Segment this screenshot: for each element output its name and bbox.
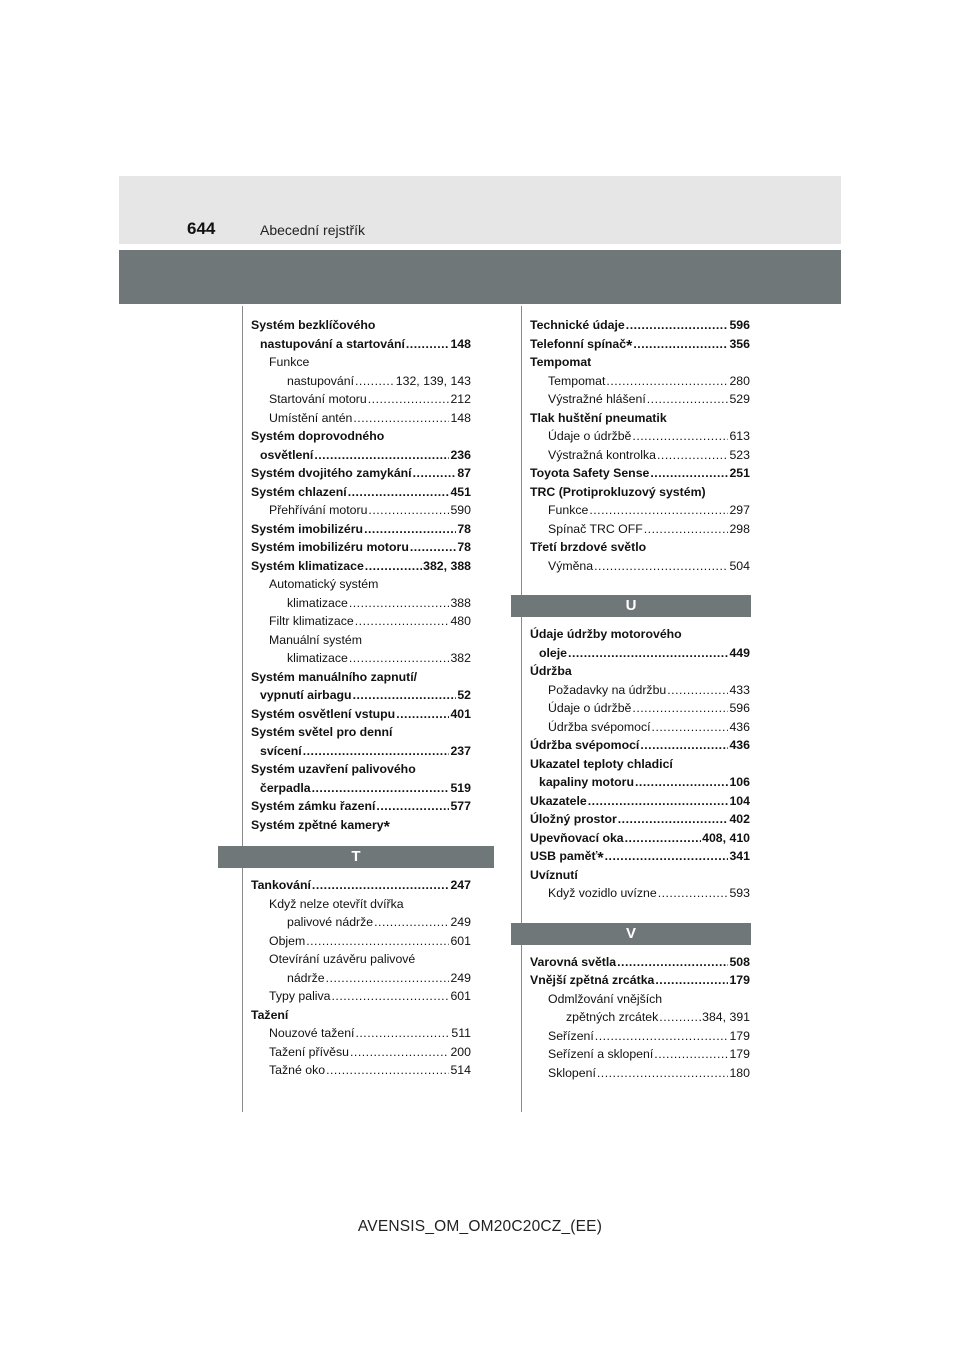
index-term: Údržba svépomocí [530, 738, 640, 752]
index-entry [530, 792, 750, 811]
index-entry [251, 612, 471, 631]
index-entry [251, 520, 471, 539]
index-entry: Systém zpětné kamery * [251, 817, 390, 836]
index-page-ref: 247 [450, 878, 471, 892]
index-term: Upevňovací oka [530, 830, 624, 845]
index-page-ref: 388 [450, 595, 471, 610]
index-group-t [251, 876, 471, 1080]
index-entry [530, 501, 750, 520]
index-entry [530, 625, 750, 644]
index-entry [530, 483, 750, 502]
index-page-ref: 523 [729, 447, 750, 462]
index-group-u-cont [530, 866, 750, 903]
index-entry [530, 736, 750, 755]
index-entry [251, 876, 471, 895]
index-page-ref: 529 [729, 392, 750, 406]
index-term: nádrže [287, 970, 325, 985]
dot-leader [606, 372, 728, 391]
dot-leader [374, 913, 449, 932]
index-term: Filtr klimatizace [269, 614, 354, 628]
index-term: Údaje o údržbě [548, 701, 632, 715]
index-column-right [530, 316, 750, 1082]
index-term: nastupování [287, 373, 355, 388]
index-group-s [251, 316, 471, 816]
index-term: Když nelze otevřít dvířka [269, 896, 404, 911]
index-entry [251, 631, 471, 650]
index-entry [251, 575, 471, 594]
index-entry: Telefonní spínač * ..... 356 [530, 335, 750, 354]
index-page-ref: 601 [450, 989, 471, 1003]
index-page-ref: 401 [450, 706, 471, 721]
dot-leader [655, 971, 728, 990]
dot-leader [410, 538, 456, 557]
index-entry [530, 810, 750, 829]
column-divider-middle [521, 306, 522, 1112]
index-entry [251, 723, 471, 742]
index-term: klimatizace [287, 651, 348, 665]
index-term: klimatizace [287, 595, 348, 610]
dot-leader [617, 953, 728, 972]
index-term: Systém dvojitého zamykání [251, 466, 412, 480]
dot-leader [588, 792, 729, 811]
index-page-ref: 179 [729, 1028, 750, 1043]
index-page-ref: 613 [729, 429, 750, 443]
index-page-ref: 449 [729, 645, 750, 660]
index-term: Tažné oko [269, 1063, 326, 1077]
index-term: zpětných zrcátek [566, 1010, 659, 1024]
index-entry [251, 538, 471, 557]
dot-leader [632, 699, 728, 718]
document-code: AVENSIS_OM_OM20C20CZ_(EE) [357, 1218, 603, 1235]
index-term: Systém světel pro denní [251, 725, 393, 739]
index-entry [530, 1027, 750, 1046]
index-term: Tlak huštění pneumatik [530, 410, 667, 425]
dot-leader [396, 705, 449, 724]
index-page-ref: 132, 139, 143 [395, 373, 471, 388]
index-term: Systém imobilizéru motoru [251, 540, 409, 554]
index-entry [530, 829, 750, 848]
dot-leader [326, 969, 450, 988]
index-term: Úložný prostor [530, 812, 617, 826]
header-band [119, 176, 841, 244]
index-term: kapaliny motoru [539, 775, 634, 789]
index-term: Nouzové tažení [269, 1026, 355, 1040]
index-entry [251, 932, 471, 951]
index-page-ref: 297 [729, 503, 750, 517]
section-title: Abecední rejstřík [260, 222, 366, 238]
dot-leader [413, 464, 457, 483]
index-page-ref: 341 [729, 849, 750, 863]
index-term: osvětlení [260, 447, 314, 462]
dot-leader [312, 876, 450, 895]
index-term: Toyota Safety Sense [530, 466, 650, 480]
dot-leader [306, 932, 449, 951]
index-term: Systém manuálního zapnutí/ [251, 669, 418, 684]
index-page-ref: 433 [729, 682, 750, 697]
index-entry [251, 557, 471, 576]
dot-leader [597, 1064, 729, 1083]
index-page-ref: 104 [729, 793, 750, 808]
index-page-ref: 511 [451, 1026, 471, 1040]
index-entry [530, 681, 750, 700]
index-term: Tažení [251, 1007, 289, 1022]
index-entry [530, 409, 750, 428]
index-entry [530, 464, 750, 483]
index-term: Údržba svépomocí [548, 719, 651, 734]
dot-leader [349, 594, 450, 613]
dot-leader [326, 1061, 449, 1080]
index-term: Umístění antén [269, 410, 353, 425]
index-term: Tempomat [530, 355, 592, 369]
index-entry [251, 950, 471, 969]
index-term: Typy paliva [269, 989, 331, 1003]
index-term: Vnější zpětná zrcátka [530, 973, 655, 987]
index-term: Výměna [548, 558, 594, 573]
index-term: Uvíznutí [530, 867, 578, 882]
index-term: Třetí brzdové světlo [530, 540, 647, 554]
index-page-ref: 451 [450, 484, 471, 499]
index-entry [251, 686, 471, 705]
index-page-ref: 249 [450, 915, 471, 929]
index-term: Systém chlazení [251, 484, 347, 499]
index-entry [251, 969, 471, 988]
dot-leader [350, 1043, 449, 1062]
dot-leader [625, 829, 701, 848]
index-page-ref: 236 [450, 447, 471, 462]
index-term: Manuální systém [269, 632, 362, 647]
index-term: Přehřívání motoru [269, 503, 368, 517]
index-term: Systém klimatizace [251, 558, 364, 573]
index-page-ref: 382 [450, 651, 471, 665]
index-term: Seřízení [548, 1028, 594, 1043]
index-term: Systém bezklíčového [251, 318, 376, 332]
index-entry [530, 971, 750, 990]
index-entry [530, 866, 750, 885]
index-page-ref: 436 [729, 719, 750, 734]
index-page-ref: 148 [450, 336, 471, 351]
dot-leader [368, 390, 450, 409]
index-term: Údaje údržby motorového [530, 627, 682, 641]
index-entry [251, 1061, 471, 1080]
dot-leader [355, 612, 450, 631]
index-term: Startování motoru [269, 392, 367, 406]
index-term: vypnutí airbagu [260, 688, 352, 702]
index-entry [251, 1006, 471, 1025]
index-entry [251, 594, 471, 613]
index-page-ref: 384, 391 [702, 1010, 750, 1024]
index-entry [530, 1008, 750, 1027]
dot-leader [633, 335, 728, 354]
dot-leader [303, 742, 450, 761]
index-entry [530, 662, 750, 681]
index-term: Tažení přívěsu [269, 1044, 349, 1059]
index-entry [251, 409, 471, 428]
dot-leader [589, 501, 728, 520]
index-page-ref: 78 [457, 521, 471, 536]
index-term: Sklopení [548, 1065, 596, 1080]
index-term: Varovná světla [530, 954, 617, 969]
dot-leader [644, 520, 729, 539]
dot-leader [364, 520, 456, 539]
index-term: Systém osvětlení vstupu [251, 706, 396, 721]
index-term: nastupování a startování [260, 336, 405, 351]
dot-leader [659, 1008, 701, 1027]
index-term: svícení [260, 743, 302, 758]
dot-leader [605, 847, 729, 866]
index-entry [530, 718, 750, 737]
index-page-ref: 106 [729, 775, 750, 789]
index-page-ref: 200 [450, 1044, 471, 1059]
index-term: Funkce [548, 503, 589, 517]
index-entry [530, 557, 750, 576]
index-group-v [530, 953, 750, 1083]
index-page-ref: 593 [729, 886, 750, 900]
page-number: 644 [187, 219, 216, 238]
dot-leader [353, 409, 449, 428]
index-page-ref: 590 [450, 503, 471, 517]
index-entry [251, 353, 471, 372]
index-term: Objem [269, 933, 306, 948]
index-term: Odmlžování vnějších [548, 991, 663, 1006]
index-entry [251, 464, 471, 483]
dot-leader [312, 779, 450, 798]
index-entry [251, 797, 471, 816]
index-entry [530, 1045, 750, 1064]
index-entry [251, 427, 471, 446]
index-term: Systém imobilizéru [251, 521, 364, 536]
dot-leader [355, 1024, 450, 1043]
index-page-ref: 298 [729, 521, 750, 536]
index-term: Výstražné hlášení [548, 392, 646, 406]
index-term: Automatický systém [269, 577, 379, 591]
index-term: TRC (Protiprokluzový systém) [530, 484, 706, 499]
index-page-ref: 402 [729, 812, 750, 826]
index-entry [251, 372, 471, 391]
index-term: Ukazatele [530, 793, 587, 808]
index-entry [530, 316, 750, 335]
index-page-ref: 249 [450, 970, 471, 985]
index-entry [251, 760, 471, 779]
index-term: Systém uzavření palivového [251, 762, 416, 776]
index-entry [251, 335, 471, 354]
index-entry [251, 705, 471, 724]
index-page-ref: 596 [729, 701, 750, 715]
dot-leader [348, 483, 450, 502]
index-term: Technické údaje [530, 318, 625, 332]
index-page-ref: 78 [457, 540, 471, 554]
dot-leader [657, 446, 728, 465]
index-entry [530, 520, 750, 539]
index-page-ref: 180 [729, 1065, 750, 1080]
index-entry [251, 779, 471, 798]
dot-leader [658, 884, 729, 903]
index-page-ref: 148 [450, 410, 471, 425]
index-page-ref: 519 [450, 780, 471, 795]
index-term: Tempomat [548, 373, 606, 388]
index-page-ref: 508 [729, 954, 750, 969]
index-term: čerpadla [260, 780, 311, 795]
dot-leader [626, 316, 729, 335]
index-page-ref: 237 [450, 743, 471, 758]
dot-leader [332, 987, 450, 1006]
dot-leader [650, 464, 728, 483]
index-entry [251, 913, 471, 932]
index-entry [251, 668, 471, 687]
index-entry [530, 390, 750, 409]
index-page-ref: 596 [729, 318, 750, 332]
letter-heading-v: V [511, 923, 751, 945]
index-entry [530, 427, 750, 446]
index-entry [530, 755, 750, 774]
index-entry [251, 895, 471, 914]
index-entry [530, 644, 750, 663]
index-page-ref: 577 [450, 799, 471, 813]
index-entry [530, 538, 750, 557]
index-term: Systém zpětné kamery [251, 817, 384, 832]
dot-leader [406, 335, 450, 354]
index-term: Výstražná kontrolka [548, 447, 656, 462]
dot-leader [568, 644, 728, 663]
dot-leader [618, 810, 729, 829]
index-page-ref: 514 [450, 1063, 471, 1077]
index-entry [530, 446, 750, 465]
dot-leader [640, 736, 728, 755]
index-page-ref: 179 [729, 1047, 750, 1061]
index-page-ref: 280 [729, 373, 750, 388]
dot-leader [314, 446, 449, 465]
index-entry [530, 372, 750, 391]
index-page-ref: 52 [457, 688, 471, 702]
index-entry [251, 987, 471, 1006]
index-entry [251, 483, 471, 502]
index-page-ref: 212 [450, 392, 471, 406]
index-page-ref: 480 [450, 614, 471, 628]
index-group-t-cont [530, 353, 750, 575]
index-entry [530, 353, 750, 372]
dot-leader [595, 1027, 729, 1046]
index-entry [530, 699, 750, 718]
index-entry [251, 316, 471, 335]
dot-leader [667, 681, 728, 700]
index-term: palivové nádrže [287, 915, 374, 929]
index-entry [251, 1043, 471, 1062]
index-term: Ukazatel teploty chladicí [530, 756, 673, 771]
index-term: Otevírání uzávěru palivové [269, 952, 416, 966]
index-entry [530, 990, 750, 1009]
index-entry [530, 1064, 750, 1083]
index-page-ref: 408, 410 [702, 830, 750, 845]
index-page-ref: 179 [729, 973, 750, 987]
index-term: Spínač TRC OFF [548, 521, 643, 536]
index-entry [530, 884, 750, 903]
dot-leader [654, 1045, 728, 1064]
index-page-ref: 504 [729, 558, 750, 573]
index-page-ref: 382, 388 [423, 558, 471, 573]
index-term: Údržba [530, 664, 572, 678]
index-page-ref: 601 [450, 933, 471, 948]
index-term: Seřízení a sklopení [548, 1047, 654, 1061]
index-term: Údaje o údržbě [548, 429, 632, 443]
index-entry [251, 742, 471, 761]
index-entry [530, 773, 750, 792]
index-entry [251, 390, 471, 409]
index-column-left [251, 316, 471, 1080]
header-gray-band [119, 250, 841, 304]
index-term: oleje [539, 645, 568, 660]
dot-leader [349, 649, 450, 668]
dot-leader [355, 372, 395, 391]
dot-leader [376, 797, 449, 816]
dot-leader [594, 557, 728, 576]
index-page-ref: 356 [729, 336, 750, 351]
index-page-ref: 251 [729, 466, 750, 480]
index-term: Tankování [251, 878, 311, 892]
index-entry: USB paměť * ..... 341 [530, 847, 750, 866]
dot-leader [368, 501, 449, 520]
column-divider-left [242, 306, 243, 1112]
index-term: Funkce [269, 355, 310, 369]
letter-heading-t: T [218, 846, 494, 868]
dot-leader [632, 427, 728, 446]
index-entry [251, 649, 471, 668]
index-term: Telefonní spínač [530, 336, 627, 351]
index-term: Požadavky na údržbu [548, 682, 667, 697]
index-entry [251, 501, 471, 520]
dot-leader [647, 390, 729, 409]
index-entry [251, 1024, 471, 1043]
index-entry [530, 953, 750, 972]
letter-heading-u: U [511, 595, 751, 617]
dot-leader [652, 718, 729, 737]
index-term: Systém doprovodného [251, 429, 385, 443]
dot-leader [353, 686, 457, 705]
index-page-ref: 87 [457, 466, 471, 480]
index-term: Když vozidlo uvízne [548, 886, 657, 900]
dot-leader [635, 773, 728, 792]
index-entry [251, 446, 471, 465]
index-term: USB paměť [530, 849, 598, 863]
index-page-ref: 436 [729, 738, 750, 752]
index-group-u [530, 625, 750, 847]
dot-leader [365, 557, 422, 576]
index-term: Systém zámku řazení [251, 799, 376, 813]
